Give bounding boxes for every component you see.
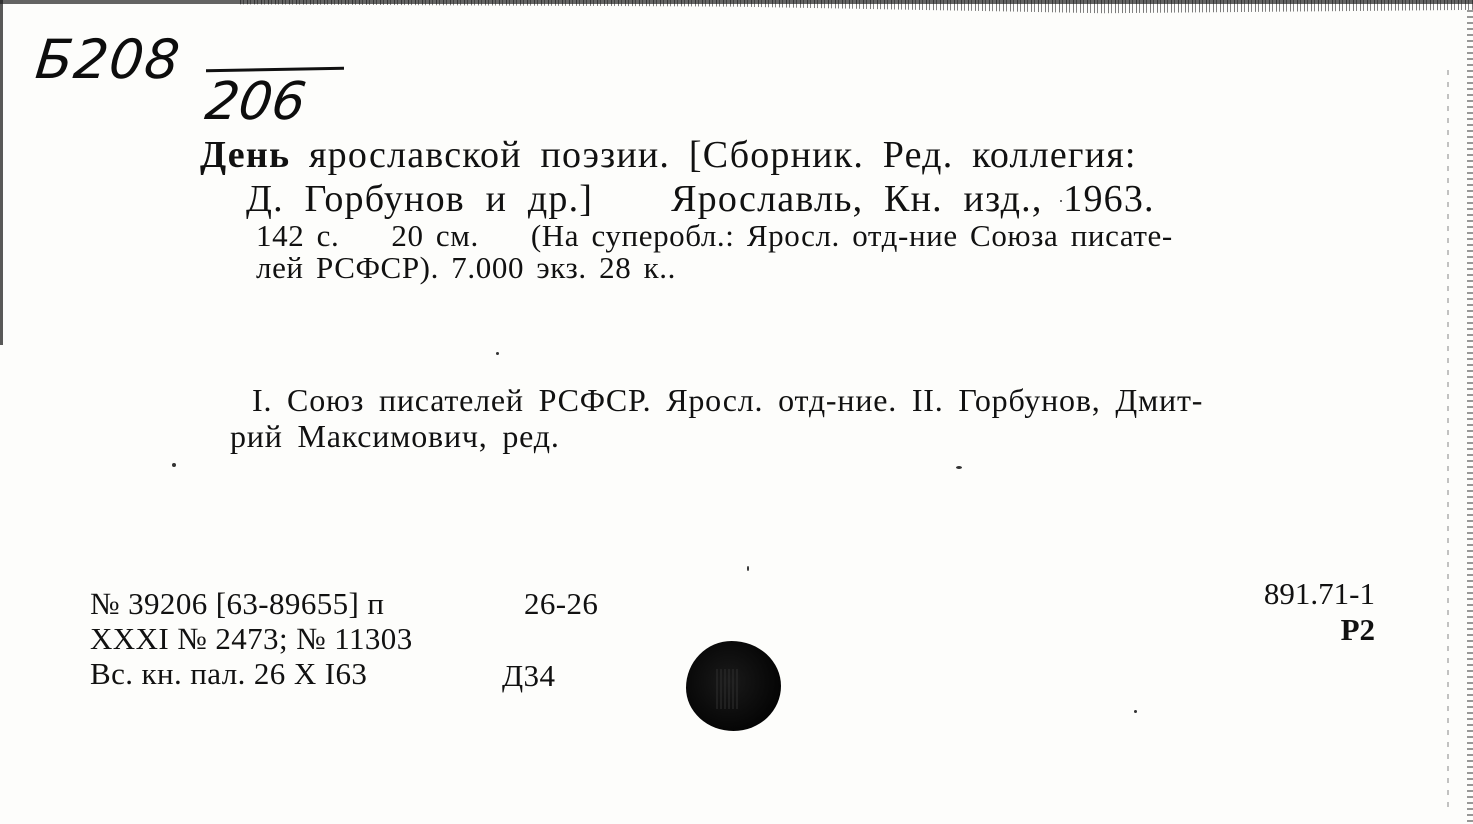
entry-note: (На суперобл.: Яросл. отд-ние Союза писате-: [530, 218, 1173, 253]
shelf-subnumber: 206: [201, 72, 310, 132]
imprint-row-1: [90, 586, 599, 621]
scan-speck: [1134, 710, 1137, 713]
imprint-record-number: № 39206 [63-89655] п: [90, 586, 385, 621]
imprint-block: [90, 586, 599, 693]
scan-speck: [956, 466, 962, 469]
added-entry-line-2: рий Максимович, ред.: [230, 418, 560, 454]
imprint-row-2: [90, 621, 413, 656]
entry-physical-line: [256, 220, 1390, 252]
added-entries: [230, 382, 1390, 454]
entry-publication: Ярославль, Кн. изд., 1963.: [671, 178, 1155, 220]
card-right-edge: [1467, 10, 1473, 824]
card-top-scan-noise: [240, 0, 1473, 22]
entry-authors: Д. Горбунов и др.]: [246, 178, 594, 220]
entry-heading-word: День: [200, 134, 291, 176]
card-left-edge: [0, 0, 3, 345]
entry-circulation-line: лей РСФСР). 7.000 экз. 28 к..: [256, 250, 677, 285]
entry-pages: 142 с.: [256, 218, 340, 253]
shelf-number: Б208: [32, 28, 184, 91]
punch-hole: [686, 641, 781, 731]
classification: [1264, 576, 1375, 648]
scan-speck: [496, 352, 499, 355]
bibliographic-entry: [200, 132, 1390, 284]
entry-imprint-line: [246, 178, 1390, 220]
entry-title-rest: ярославской поэзии. [Сборник. Ред. коллегия:: [308, 134, 1137, 176]
imprint-code: 26-26: [524, 586, 599, 621]
card-right-perforation: [1447, 70, 1449, 810]
classification-udc: 891.71-1: [1263, 576, 1375, 611]
imprint-list-number: XXXI № 2473; № 11303: [90, 621, 413, 656]
scan-speck: [172, 463, 176, 467]
imprint-author-mark: Д34: [502, 658, 556, 693]
entry-title-line: [200, 132, 1390, 178]
entry-size: 20 см.: [391, 218, 479, 253]
scan-speck: [747, 566, 749, 571]
classification-code: Р2: [1340, 612, 1375, 647]
imprint-row-3: [90, 656, 556, 693]
added-entry-line-1: I. Союз писателей РСФСР. Яросл. отд-ние. II. Горбунов, Дмит-: [252, 382, 1204, 418]
imprint-chamber-date: Вс. кн. пал. 26 X I63: [90, 656, 368, 691]
